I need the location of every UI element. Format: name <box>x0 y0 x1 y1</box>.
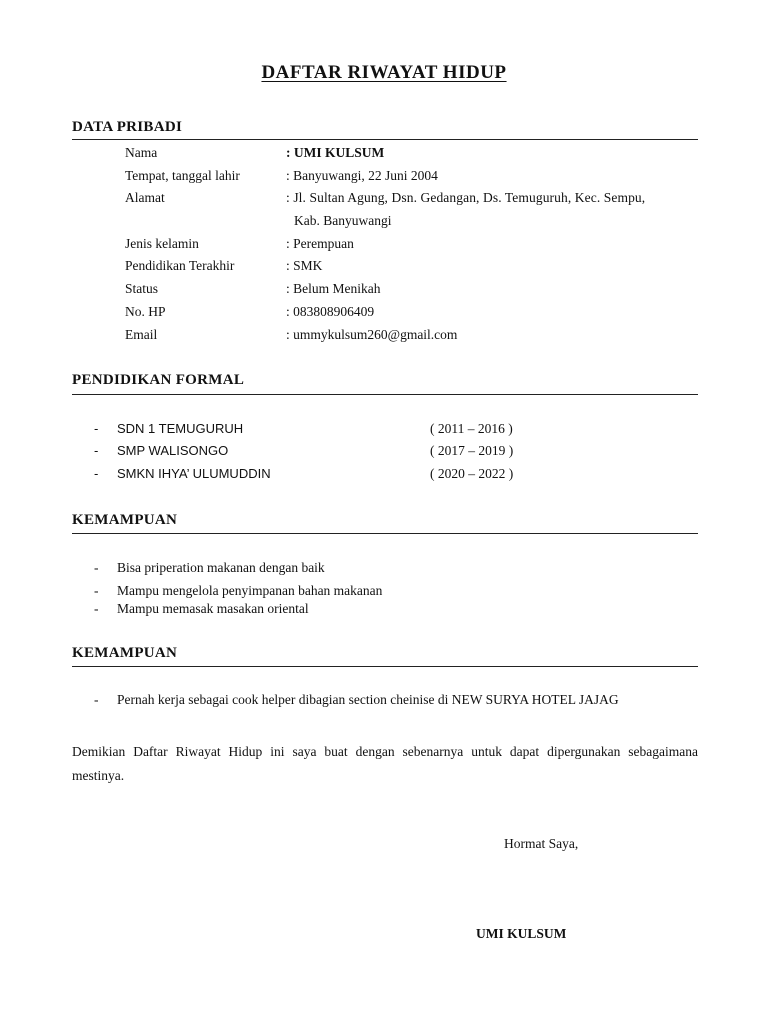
list-bullet: - <box>94 692 99 707</box>
field-label-alamat: Alamat <box>125 190 165 205</box>
field-label-nama: Nama <box>125 145 158 160</box>
list-bullet: - <box>94 583 99 598</box>
list-bullet: - <box>94 601 99 616</box>
skill-item: Bisa priperation makanan dengan baik <box>117 560 325 575</box>
field-label-ttl: Tempat, tanggal lahir <box>125 168 240 183</box>
field-value-jenis-kelamin: : Perempuan <box>286 236 354 251</box>
education-school: SMP WALISONGO <box>117 443 229 458</box>
field-label-jenis-kelamin: Jenis kelamin <box>125 236 199 251</box>
field-value-nama: : UMI KULSUM <box>286 145 385 160</box>
list-bullet: - <box>94 560 99 575</box>
document-title: DAFTAR RIWAYAT HIDUP <box>261 62 507 83</box>
section-heading-pendidikan: PENDIDIKAN FORMAL <box>72 372 245 388</box>
closing-paragraph: Demikian Daftar Riwayat Hidup ini saya buat dengan sebenarnya untuk dapat dipergunakan sebagaimana mestinya. <box>72 744 698 783</box>
signature-greeting: Hormat Saya, <box>504 836 579 851</box>
field-value-pendidikan: : SMK <box>286 258 323 273</box>
section-divider <box>72 139 698 140</box>
signature-name: UMI KULSUM <box>476 926 567 941</box>
field-value-status: : Belum Menikah <box>286 281 381 296</box>
field-label-pendidikan: Pendidikan Terakhir <box>125 258 235 273</box>
field-label-no-hp: No. HP <box>125 304 166 319</box>
education-school: SMKN IHYA’ ULUMUDDIN <box>117 466 271 481</box>
section-divider <box>72 666 698 667</box>
section-divider <box>72 533 698 534</box>
section-heading-kemampuan-2: KEMAMPUAN <box>72 645 178 661</box>
education-years: ( 2017 – 2019 ) <box>430 443 514 458</box>
education-years: ( 2011 – 2016 ) <box>430 421 513 436</box>
section-divider <box>72 394 698 395</box>
education-school: SDN 1 TEMUGURUH <box>117 421 244 436</box>
skill-item: Mampu memasak masakan oriental <box>117 601 309 616</box>
skill-item: Mampu mengelola penyimpanan bahan makanan <box>117 583 383 598</box>
field-label-email: Email <box>125 327 158 342</box>
field-value-no-hp: : 083808906409 <box>286 304 375 319</box>
field-value-alamat-line2: Kab. Banyuwangi <box>294 213 392 228</box>
list-bullet: - <box>94 443 99 458</box>
list-bullet: - <box>94 466 99 481</box>
field-value-ttl: : Banyuwangi, 22 Juni 2004 <box>286 168 438 183</box>
field-value-alamat: : Jl. Sultan Agung, Dsn. Gedangan, Ds. Temuguruh, Kec. Sempu, <box>286 190 646 205</box>
section-heading-kemampuan: KEMAMPUAN <box>72 512 178 528</box>
field-value-email: : ummykulsum260@gmail.com <box>286 327 458 342</box>
list-bullet: - <box>94 421 99 436</box>
experience-item: Pernah kerja sebagai cook helper dibagian section cheinise di NEW SURYA HOTEL JAJAG <box>117 692 619 707</box>
education-years: ( 2020 – 2022 ) <box>430 466 514 481</box>
section-heading-data-pribadi: DATA PRIBADI <box>72 119 183 135</box>
field-label-status: Status <box>125 281 159 296</box>
